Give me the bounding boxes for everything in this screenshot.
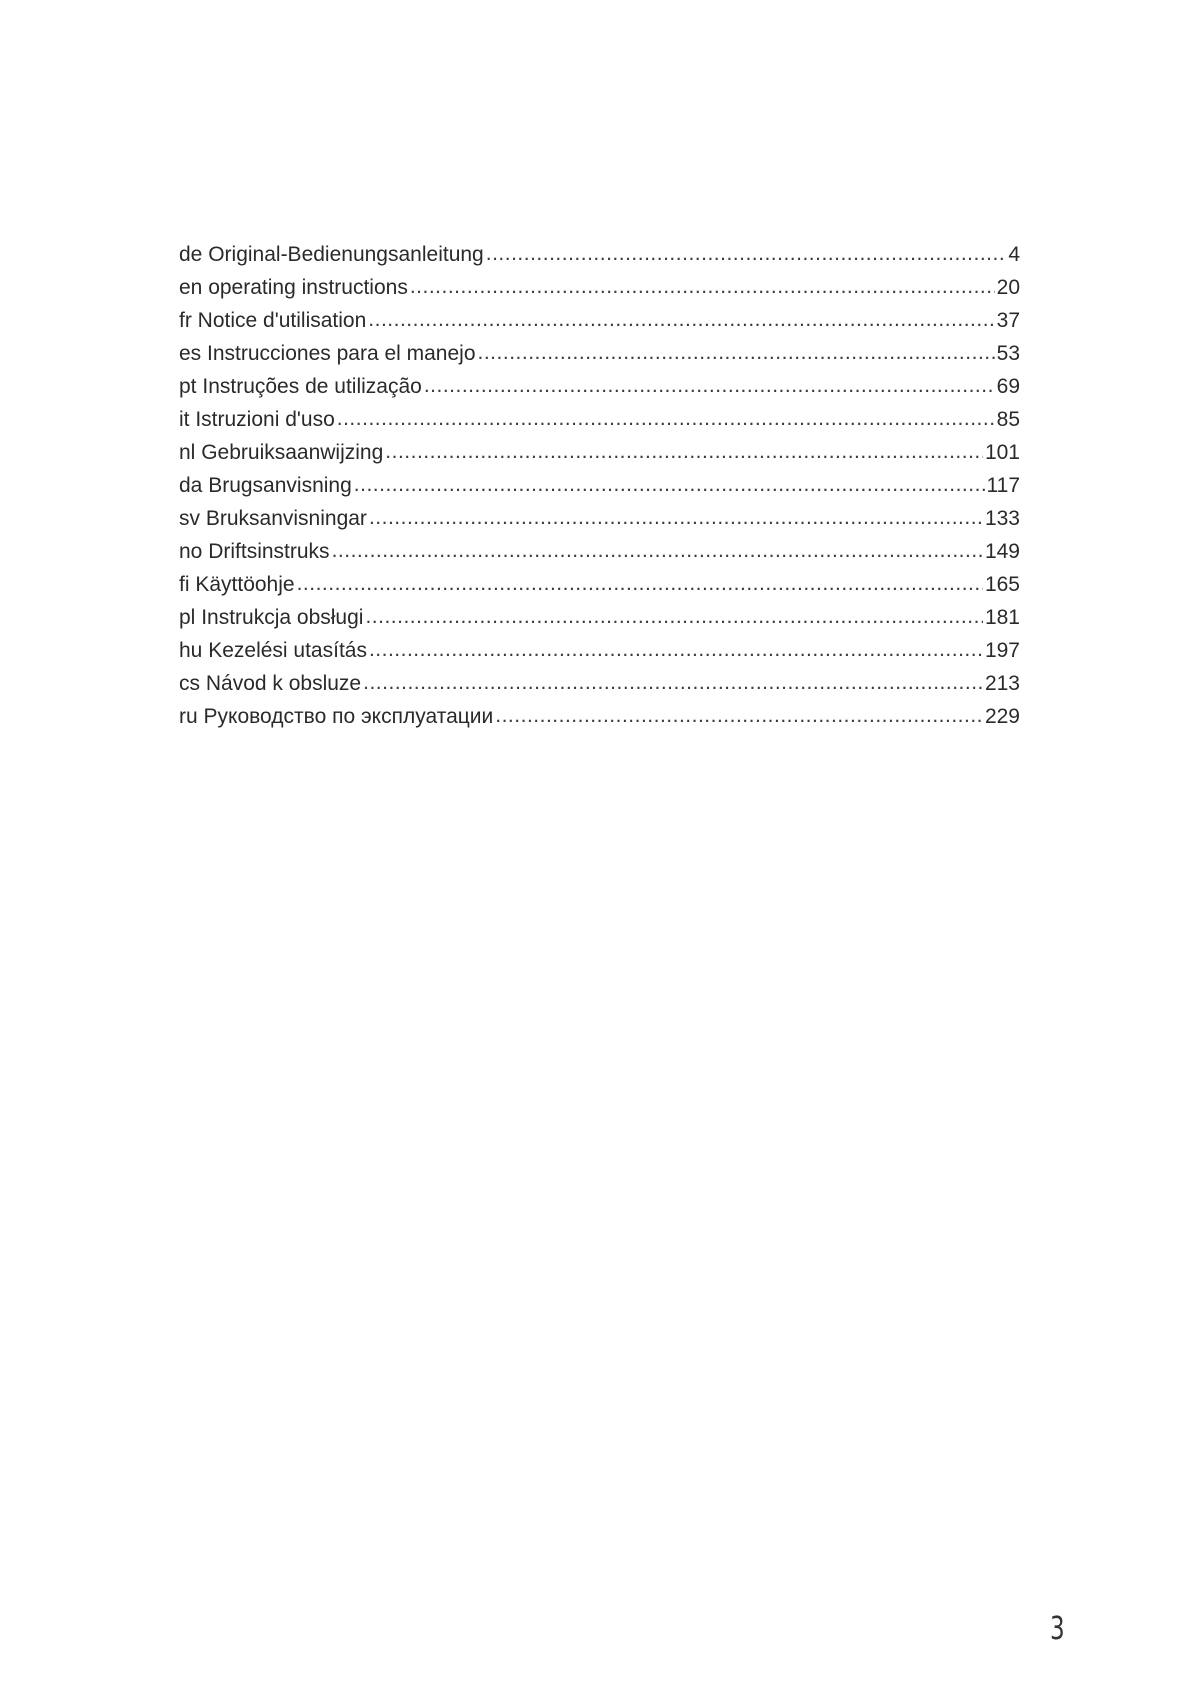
toc-entry-title [179,370,422,403]
toc-title-text: Notice d'utilisation [197,309,367,332]
toc-entry[interactable] [179,469,1020,502]
toc-entry-title [179,337,476,370]
toc-title-text: Instrucciones para el manejo [207,342,476,365]
toc-dot-leader [369,501,983,534]
toc-entry[interactable] [179,601,1020,634]
toc-entry[interactable] [179,535,1020,568]
toc-page-number: 85 [996,408,1020,431]
toc-entry[interactable] [179,304,1020,337]
toc-lang-code: hu [179,639,203,662]
toc-entry-title [179,403,335,436]
toc-lang-code: pt [179,375,197,398]
toc-title-text: Original-Bedienungsanleitung [208,243,484,266]
toc-entry[interactable] [179,370,1020,403]
toc-lang-code: pl [179,606,196,629]
toc-title-text: operating instructions [208,276,408,299]
toc-entry[interactable] [179,634,1020,667]
toc-title-text: Instruções de utilização [202,375,422,398]
toc-entry-title [179,238,484,271]
toc-lang-code: es [179,342,202,365]
toc-dot-leader [478,336,995,369]
toc-entry-title [179,634,367,667]
toc-title-text: Návod k obsluze [205,672,362,695]
toc-dot-leader [297,567,983,600]
toc-entry[interactable] [179,667,1020,700]
toc-page-number: 197 [984,639,1020,662]
toc-entry-title [179,469,352,502]
toc-dot-leader [410,270,995,303]
toc-dot-leader [369,633,983,666]
toc-page-number: 149 [984,540,1020,563]
toc-dot-leader [354,468,985,501]
toc-entry[interactable] [179,436,1020,469]
toc-page-number: 165 [984,573,1020,596]
page-number: 3 [1050,1609,1065,1647]
toc-lang-code: ru [179,705,198,728]
toc-page-number: 133 [984,507,1020,530]
toc-entry-title [179,568,295,601]
toc-dot-leader [486,237,1007,270]
toc-title-text: Driftsinstruks [208,540,330,563]
toc-page-number: 20 [996,276,1020,299]
toc-lang-code: en [179,276,203,299]
toc-title-text: Instrukcja obsługi [201,606,364,629]
toc-entry-title [179,667,361,700]
toc-lang-code: it [179,408,190,431]
toc-title-text: Käyttöohje [195,573,295,596]
toc-entry-title [179,601,363,634]
toc-dot-leader [385,435,983,468]
table-of-contents [179,238,1020,733]
toc-lang-code: da [179,474,203,497]
toc-title-text: Руководство по эксплуатации [203,705,494,728]
toc-title-text: Bruksanvisningar [205,507,367,530]
toc-page-number: 117 [986,474,1020,497]
toc-lang-code: sv [179,507,200,530]
toc-entry[interactable] [179,337,1020,370]
toc-title-text: Istruzioni d'uso [195,408,335,431]
toc-entry[interactable] [179,568,1020,601]
toc-page-number: 213 [984,672,1020,695]
toc-entry-title [179,436,383,469]
toc-title-text: Gebruiksaanwijzing [201,441,384,464]
toc-lang-code: no [179,540,203,563]
toc-entry-title [179,535,330,568]
toc-lang-code: cs [179,672,200,695]
toc-page-number: 181 [984,606,1020,629]
toc-page-number: 4 [1008,243,1020,266]
toc-dot-leader [363,666,983,699]
toc-page-number: 53 [996,342,1020,365]
toc-dot-leader [368,303,994,336]
toc-dot-leader [332,534,983,567]
toc-lang-code: fi [179,573,190,596]
toc-entry[interactable] [179,271,1020,304]
toc-dot-leader [495,699,983,732]
toc-lang-code: nl [179,441,196,464]
toc-dot-leader [337,402,995,435]
toc-entry-title [179,304,366,337]
toc-page-number: 37 [996,309,1020,332]
toc-entry-title [179,502,367,535]
toc-entry[interactable] [179,403,1020,436]
toc-entry-title [179,700,493,733]
toc-entry[interactable] [179,700,1020,733]
toc-title-text: Kezelési utasítás [208,639,367,662]
toc-entry[interactable] [179,238,1020,271]
toc-lang-code: fr [179,309,192,332]
toc-page-number: 229 [984,705,1020,728]
toc-dot-leader [424,369,995,402]
toc-page-number: 101 [984,441,1020,464]
toc-dot-leader [365,600,983,633]
toc-page-number: 69 [996,375,1020,398]
toc-lang-code: de [179,243,203,266]
toc-entry-title [179,271,408,304]
toc-title-text: Brugsanvisning [208,474,352,497]
toc-entry[interactable] [179,502,1020,535]
